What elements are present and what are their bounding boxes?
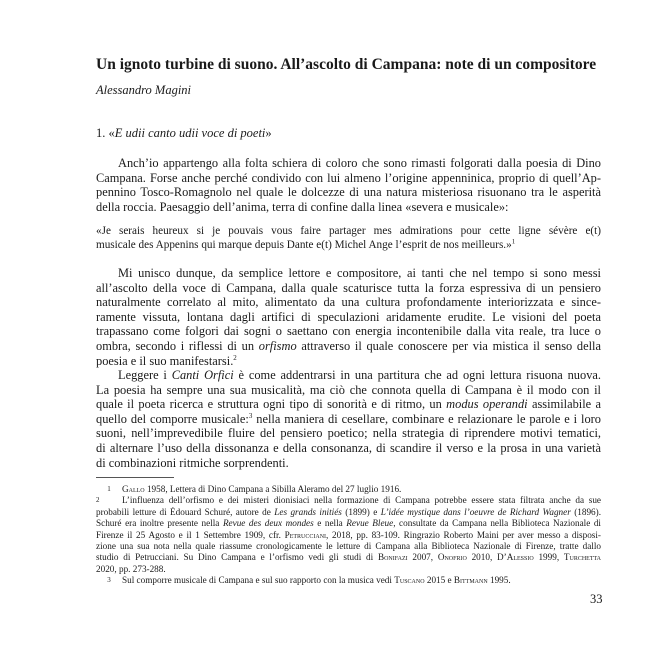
text-run: nella maniera di cesellare, combinare e relazionare le parole e i loro — [252, 411, 601, 426]
text-run: probabili letture di Édouard Schuré, autore de — [96, 506, 275, 517]
paragraph-line: La poesia ha sempre una sua musicalità, ma ciò che connota quella di Campana è il modo con il — [96, 382, 601, 397]
author-name: Gallo — [122, 484, 145, 494]
author-name: Petrucciani — [284, 529, 327, 540]
italic-title: Canti Orfici — [171, 368, 234, 382]
text-run: quello del comporre musicale: — [96, 411, 249, 426]
quote-line: «Je serais heureux si je pouvais vous faire partager mes admirations pour cette ligne sévère e(t) — [96, 225, 601, 237]
footnote-2-line — [96, 507, 601, 518]
paragraph-line: Anch’io appartengo alla folta schiera di coloro che sono rimasti folgorati dalla poesia di Dino — [118, 156, 601, 170]
text-run: , consultate da Campana nella Biblioteca Nazionale di — [393, 518, 601, 529]
paragraph-line — [96, 368, 601, 383]
text-run: 2015 e — [424, 575, 454, 586]
paragraph-line: pennino Tosco-Romagnolo nel quale le dolcezze di una natura misteriosa risuonano tra le asperità — [96, 185, 601, 200]
section-heading-prefix: 1. « — [96, 126, 115, 140]
paragraph-line: naturalmente correlato al mito, alimentato da una cultura profondamente interiorizzata e since- — [96, 295, 601, 310]
author-name: D’Alessio — [497, 552, 534, 563]
text-run: quale il poeta ricerca e struttura ogni tipo di sonorità e di ritmo, un — [96, 397, 447, 412]
text-run: , 2018, pp. 83-109. Ringrazio Roberto Maini per aver messo a disposi- — [326, 529, 601, 540]
paragraph-line: di alternare l’uso della dissonanza e della consonanza, di scandire il verso e la prosa in una varietà — [96, 440, 601, 455]
text-run: 2010, — [466, 552, 498, 563]
quote-line-text: musicale des Appenins qui marque depuis Dante e(t) Michel Ange l’esprit de nos meilleurs.» — [96, 238, 512, 251]
article-author: Alessandro Magini — [96, 83, 192, 97]
paragraph-line: ramente vissuta, lontana dagli artifici di speculazioni aridamente erudite. Le visioni del poeta — [96, 309, 601, 324]
text-run: 1995. — [487, 575, 511, 586]
author-name: Tuscano — [394, 575, 425, 586]
footnote-2-line — [96, 552, 601, 563]
text-run: attraverso il quale conoscere per via mistica il senso della — [296, 338, 601, 353]
text-run: Firenze il 25 Agosto e il 1 Settembre 1909, cfr. — [96, 529, 285, 540]
italic-title: Revue Bleue — [346, 518, 394, 529]
footnote-2-line — [96, 530, 601, 541]
author-name: Bittmann — [453, 575, 488, 586]
section-heading — [96, 126, 272, 141]
italic-term: modus operandi — [446, 397, 528, 412]
paragraph-2 — [96, 266, 601, 368]
text-run: 1958, Lettera di Dino Campana a Sibilla Aleramo del 27 luglio 1916. — [144, 484, 402, 494]
author-name: Onofrio — [437, 552, 467, 563]
paragraph-line — [96, 397, 601, 412]
text-run: studio di Petrucciani. Su Dino Campana e l’orfismo vedi gli studi di — [96, 552, 378, 563]
block-quote — [96, 225, 601, 252]
footnote-separator — [96, 477, 174, 478]
text-run: 1999, — [533, 552, 564, 563]
text-run: ombra, secondo i riflessi di un — [96, 338, 259, 353]
quote-line — [96, 239, 601, 253]
footnotes — [96, 484, 601, 587]
text-run: Sul comporre musicale di Campana e sul suo rapporto con la musica vedi — [122, 575, 395, 586]
paragraph-line — [96, 354, 601, 369]
footnote-ref-3[interactable]: 3 — [248, 411, 253, 420]
italic-title: L’idée mystique dans l’oeuvre de Richard Wagner — [380, 506, 571, 517]
paragraph-3 — [96, 368, 601, 470]
paragraph-line — [96, 412, 601, 427]
paragraph-line: della roccia. Paesaggio dell’anima, terra di confine dalla linea «severa e musicale»: — [96, 199, 509, 214]
paragraph-line: Mi unisco dunque, da semplice lettore e compositore, ai tanti che nel tempo si sono messi — [118, 266, 601, 280]
text-run: e nella — [313, 518, 347, 529]
text-run: assimilabile a — [527, 397, 601, 412]
italic-title: Les grands initiés — [274, 506, 342, 517]
author-name: Turchetta — [563, 552, 601, 563]
italic-title: Revue des deux mondes — [222, 518, 314, 529]
text-run: poesia e il suo manifestarsi. — [96, 353, 234, 368]
paragraph-line — [96, 339, 601, 354]
text-run: 2007, — [407, 552, 438, 563]
footnote-number: 3 — [107, 576, 111, 585]
footnote-ref-1[interactable]: 1 — [511, 238, 516, 245]
footnote-2-line: 2020, pp. 273-288. — [96, 563, 166, 574]
text-run: Leggere i — [118, 368, 172, 382]
page-number: 33 — [590, 592, 603, 606]
footnote-1 — [96, 484, 601, 495]
section-heading-suffix: » — [265, 126, 272, 140]
text-run: L’influenza dell’orfismo e dei misteri dionisiaci nella formazione di Campana potrebbe essere stata filtrata anche da sue — [122, 495, 601, 506]
footnote-number: 2 — [96, 496, 100, 505]
footnote-2-line — [96, 518, 601, 529]
paragraph-line: trapassano come folgori dai sogni o saettano con energia incontenibile dalla vita reale, tra luce o — [96, 324, 601, 339]
paragraph-line: Campana. Forse anche perché condivido con lui almeno l’origine appenninica, proprio di quell’Ap- — [96, 170, 601, 185]
paragraph-line: suoni, nell’imprevedibile fluire del pensiero poetico; nella strategia di riprendere motivi tematici, — [96, 426, 601, 441]
footnote-2-line: zione una sua nota nella quale riassume cronologicamente le letture di Campana alla Biblioteca Nazionale di Firenze, tratte dallo — [96, 540, 601, 551]
italic-term: orfismo — [258, 338, 297, 353]
section-heading-title: E udii canto udii voce di poeti — [114, 126, 266, 140]
footnote-3 — [96, 575, 601, 586]
text-run: Schuré era inoltre presente nella — [96, 518, 223, 529]
footnote-2-line — [96, 495, 601, 506]
paragraph-1 — [96, 156, 601, 214]
paragraph-line: all’ascolto della voce di Campana, dalla quale scaturisce tutta la forza espressiva di un pensiero — [96, 280, 601, 295]
text-run: (1896). — [570, 506, 601, 517]
footnote-number: 1 — [107, 485, 111, 493]
paragraph-line: di combinazioni ritmiche sorprendenti. — [96, 455, 289, 470]
author-name: Bonifazi — [377, 552, 408, 563]
article-title: Un ignoto turbine di suono. All’ascolto di Campana: note di un compositore — [96, 56, 597, 73]
text-run: (1899) e — [341, 506, 381, 517]
footnote-ref-2[interactable]: 2 — [233, 353, 237, 362]
text-run: è come addentrarsi in una partitura che ad ogni lettura risuona nuova. — [233, 368, 601, 382]
